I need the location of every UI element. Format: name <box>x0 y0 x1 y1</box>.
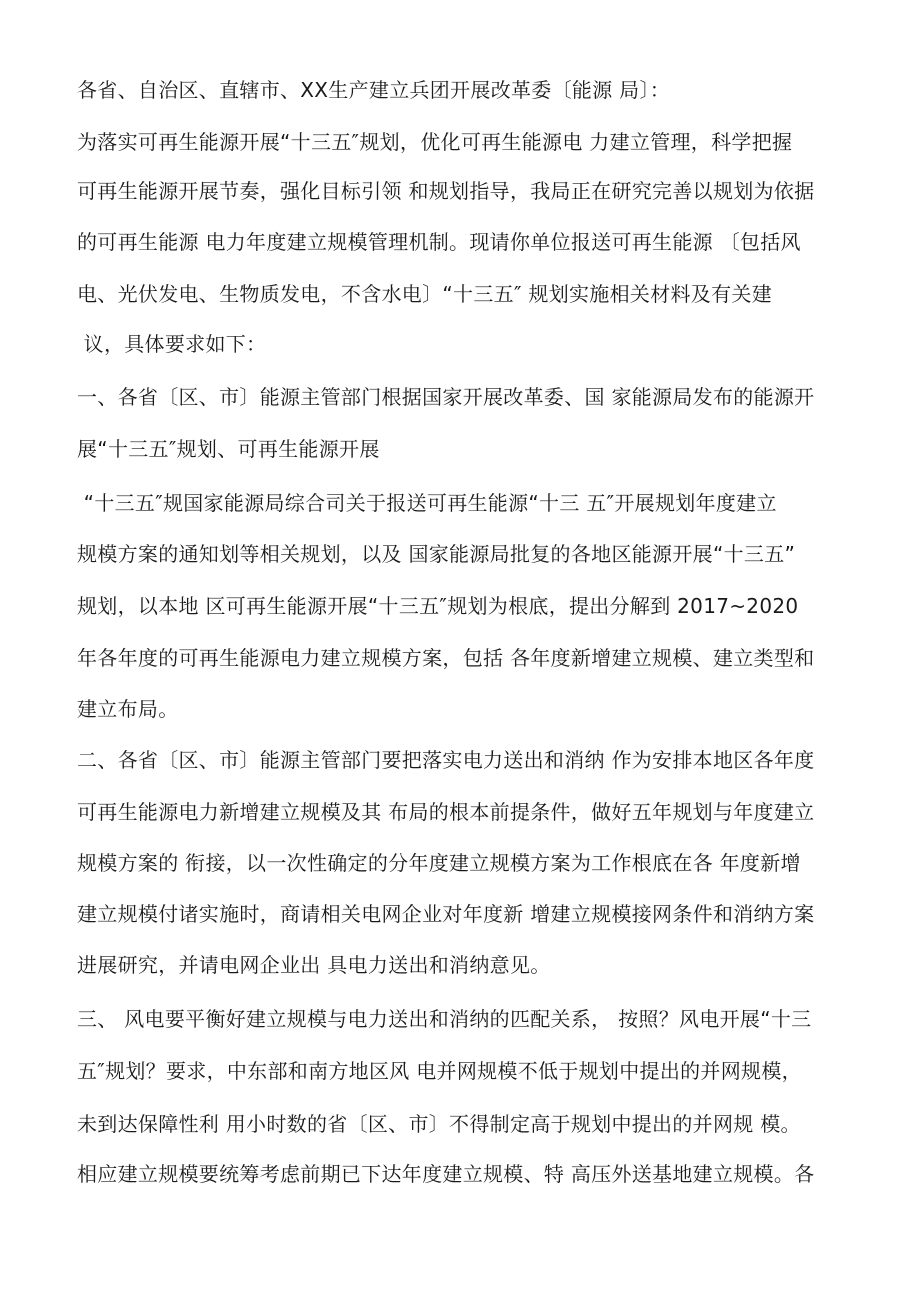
text-line-14: 二、各省〔区、市〕能源主管部门要把落实电力送出和消纳 作为安排本地区各年度 <box>77 748 815 772</box>
text-line-13: 建立布局。 <box>77 697 179 721</box>
text-line-8: 展“十三五″规划、可再生能源开展 <box>77 437 380 461</box>
text-line-17: 建立规模付诸实施时，商请相关电网企业对年度新 增建立规模接网条件和消纳方案 <box>77 902 815 926</box>
text-line-16: 规模方案的 衔接，以一次性确定的分年度建立规模方案为工作根底在各 年度新增 <box>77 851 801 875</box>
text-line-6: 议，具体要求如下： <box>77 332 267 356</box>
text-line-1: 各省、自治区、直辖市、XX生产建立兵团开展改革委〔能源 局〕： <box>77 78 671 102</box>
text-line-21: 未到达保障性利 用小时数的省〔区、市〕不得制定高于规划中提出的并网规 模。 <box>77 1112 801 1136</box>
text-line-5: 电、光伏发电、生物质发电，不含水电〕“十三五″ 规划实施相关材料及有关建 <box>77 282 772 306</box>
text-line-4: 的可再生能源 电力年度建立规模管理机制。现请你单位报送可再生能源 〔包括风 <box>77 230 801 254</box>
text-line-10: 规模方案的通知划等相关规划，以及 国家能源局批复的各地区能源开展“十三五” <box>77 542 796 566</box>
text-line-22: 相应建立规模要统筹考虑前期已下达年度建立规模、特 高压外送基地建立规模。各 <box>77 1162 815 1186</box>
text-line-15: 可再生能源电力新增建立规模及其 布局的根本前提条件，做好五年规划与年度建立 <box>77 800 815 824</box>
text-line-2: 为落实可再生能源开展“十三五″规划，优化可再生能源电 力建立管理，科学把握 <box>77 130 793 154</box>
text-line-9: “十三五″规国家能源局综合司关于报送可再生能源“十三 五″开展规划年度建立 <box>77 491 777 515</box>
text-line-3: 可再生能源开展节奏，强化目标引领 和规划指导，我局正在研究完善以规划为依据 <box>77 179 815 203</box>
text-line-18: 进展研究，并请电网企业出 具电力送出和消纳意见。 <box>77 953 551 977</box>
text-line-20: 五″规划？要求，中东部和南方地区风 电并网规模不低于规划中提出的并网规模， <box>77 1059 802 1083</box>
text-line-19: 三、 风电要平衡好建立规模与电力送出和消纳的匹配关系， 按照？风电开展“十三 <box>77 1007 812 1031</box>
text-line-12: 年各年度的可再生能源电力建立规模方案，包括 各年度新增建立规模、建立类型和 <box>77 646 815 670</box>
text-line-7: 一、各省〔区、市〕能源主管部门根据国家开展改革委、国 家能源局发布的能源开 <box>77 385 815 409</box>
text-line-11: 规划，以本地 区可再生能源开展“十三五″规划为根底，提出分解到 2017~2020 <box>77 594 799 618</box>
